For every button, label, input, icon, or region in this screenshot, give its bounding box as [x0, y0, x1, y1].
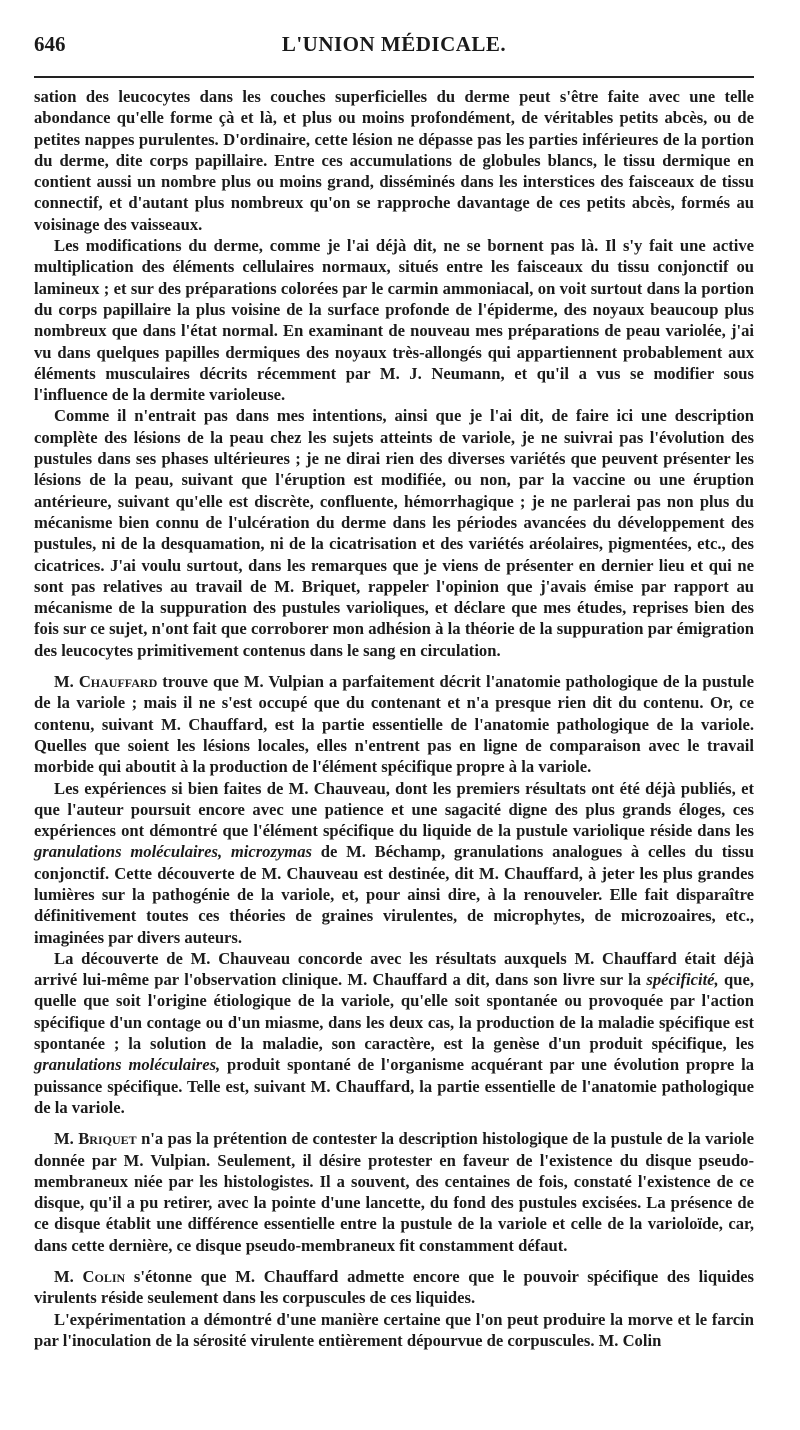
- paragraph: [34, 1309, 754, 1352]
- paragraph: [34, 778, 754, 948]
- italic-term: spécificité,: [646, 970, 719, 990]
- paragraph-text: Les modifications du derme, comme je l'ai déjà dit, ne se bornent pas là. Il s'y fait une active multiplication des éléments cellulaires normaux, situés entre les faisceaux du tissu conjonctif ou lamineux ; et sur des préparations colorées par le carmin ammoniacal, on voit surtout dans la portion du corps papillaire la plus voisine de la surface profonde de l'épiderme, des noyaux beaucoup plus nombreux que dans l'état normal. En examinant de nouveau mes préparations de peau variolée, j'ai vu dans quelques papilles dermiques des noyaux très-allongés qui appartiennent probablement aux éléments musculaires décrits récemment par M. J. Neumann, et qu'il a vus se modifier sous l'influence de la dermite varioleuse.: [34, 236, 754, 405]
- paragraph-text: L'expérimentation a démontré d'une manière certaine que l'on peut produire la morve et le farcin par l'inoculation de la sérosité virulente entièrement dépourvue de corpuscules. M. Colin: [34, 1309, 754, 1350]
- body-text: [34, 86, 754, 1351]
- paragraph-text: n'a pas la prétention de contester la description histologique de la pustule de la variole donnée par M. Vulpian. Seulement, il désire protester en faveur de l'existence du disque pseudo-membraneux niée par les histologistes. Il a souvent, des centaines de fois, constaté l'existence de ce disque, qu'il a pu retirer, avec la pointe d'une lancette, du fond des pustules excisées. La présence de ce disque établit une différence essentielle entre la pustule de la variole et celle de la varioloïde, car, dans cette dernière, ce disque pseudo-membraneux fit constamment défaut.: [34, 1129, 754, 1255]
- italic-term: granulations moléculaires,: [34, 1055, 221, 1075]
- paragraph-lead: M.: [54, 1129, 79, 1149]
- paragraph: [34, 86, 754, 235]
- running-title: L'UNION MÉDICALE.: [281, 32, 507, 56]
- speaker-name: Chauffard: [78, 672, 158, 692]
- paragraph-lead: M.: [54, 672, 79, 692]
- speaker-name: Colin: [82, 1267, 126, 1287]
- paragraph-text: Comme il n'entrait pas dans mes intentions, ainsi que je l'ai dit, de faire ici une description complète des lésions de la peau chez les sujets atteints de variole, je ne suivrai pas l'évolution des pustules dans ses phases ultérieures ; je ne dirai rien des diverses variétés que peuvent présenter les lésions de la peau, suivant que l'éruption est modifiée, ou non, par la vaccine ou une éruption antérieure, suivant qu'elle est discrète, confluente, hémorrhagique ; je ne parlerai pas non plus du mécanisme bien connu de l'ulcération du derme dans les périodes avancées du développement des pustules, ni de la desquamation, ni de la cicatrisation et des variétés aréolaires, pigmentées, etc., des cicatrices. J'ai voulu surtout, dans les remarques que je viens de présenter en dernier lieu et qui ne sont pas relatives au travail de M. Briquet, rappeler l'opinion que j'avais émise par rapport au mécanisme de la suppuration des pustules varioliques, et déclare que mes études, reprises bien des fois sur ce sujet, n'ont fait que corroborer mon adhésion à la théorie de la suppuration par émigration des leucocytes primitivement contenus dans le sang en circulation.: [34, 406, 754, 660]
- paragraph-text: sation des leucocytes dans les couches superficielles du derme peut s'être faite avec une telle abondance qu'elle forme çà et là, et plus ou moins profondément, de véritables petits abcès, ou de petites nappes purulentes. D'ordinaire, cette lésion ne dépasse pas les parties inférieures de la portion du derme, dite corps papillaire. Entre ces accumulations de globules blancs, le tissu dermique en contient aussi un nombre plus ou moins grand, disséminés dans les interstices des faisceaux de tissu connectif, et d'autant plus nombreux qu'on se rapproche davantage de ces petits abcès, formés au voisinage des vaisseaux.: [34, 87, 754, 234]
- page-number: 646: [34, 32, 66, 56]
- paragraph: [34, 235, 754, 405]
- paragraph: [34, 948, 754, 1118]
- header-rule: [34, 76, 754, 78]
- page-header: [34, 30, 754, 66]
- paragraph: [34, 1266, 754, 1309]
- speaker-name: Briquet: [78, 1129, 137, 1149]
- paragraph-text: Les expériences si bien faites de M. Chauveau, dont les premiers résultats ont été déjà publiés, et que l'auteur poursuit encore avec une patience et une sagacité digne des plus grands éloges, ces expériences ont démontré que l'élément spécifique du liquide de la pustule variolique réside dans les: [34, 778, 754, 841]
- paragraph-text: La découverte de M. Chauveau concorde avec les résultats auxquels M. Chauffard était déjà arrivé lui-même par l'observation clinique. M. Chauffard a dit, dans son livre sur la: [34, 948, 754, 990]
- paragraph-text-tail: de M. Béchamp, granulations analogues à celles du tissu conjonctif. Cette découverte de M. Chauveau est destinée, dit M. Chauffard, à jeter les plus grandes lumières sur la pathogénie de la variole, et, pour ainsi dire, à la renouveler. Elle fait disparaître définitivement toutes ces théories de graines virulentes, de microphytes, de microzoaires, etc., imaginées par divers auteurs.: [34, 842, 754, 947]
- paragraph-lead: M.: [54, 1267, 83, 1287]
- italic-term: granulations moléculaires, microzymas: [34, 842, 312, 862]
- paragraph-text: trouve que M. Vulpian a parfaitement décrit l'anatomie pathologique de la pustule de la variole ; mais il ne s'est occupé que du contenant et n'a presque rien dit du contenu. Or, ce contenu, suivant M. Chauffard, est la partie essentielle de l'anatomie pathologique de la variole. Quelles que soient les lésions locales, elles n'entrent pas en ligne de comparaison avec le travail morbide qui aboutit à la production de l'élément spécifique propre à la variole.: [34, 672, 754, 777]
- paragraph-text: s'étonne que M. Chauffard admette encore que le pouvoir spécifique des liquides virulents réside seulement dans les corpuscules de ces liquides.: [34, 1267, 754, 1308]
- paragraph: [34, 671, 754, 777]
- paragraph-text-tail: produit spontané de l'organisme acquérant par une évolution propre la puissance spécifique. Telle est, suivant M. Chauffard, la partie essentielle de l'anatomie pathologique de la variole.: [34, 1055, 754, 1117]
- paragraph-text-tail: que, quelle que soit l'origine étiologique de la variole, qu'elle soit spontanée ou provoquée par l'action spécifique d'un contage ou d'un miasme, dans les deux cas, la production de la maladie spécifique est spontanée ; la solution de la maladie, son caractère, est la genèse d'un produit spécifique, les: [34, 970, 754, 1054]
- paragraph: [34, 1128, 754, 1256]
- paragraph: [34, 405, 754, 661]
